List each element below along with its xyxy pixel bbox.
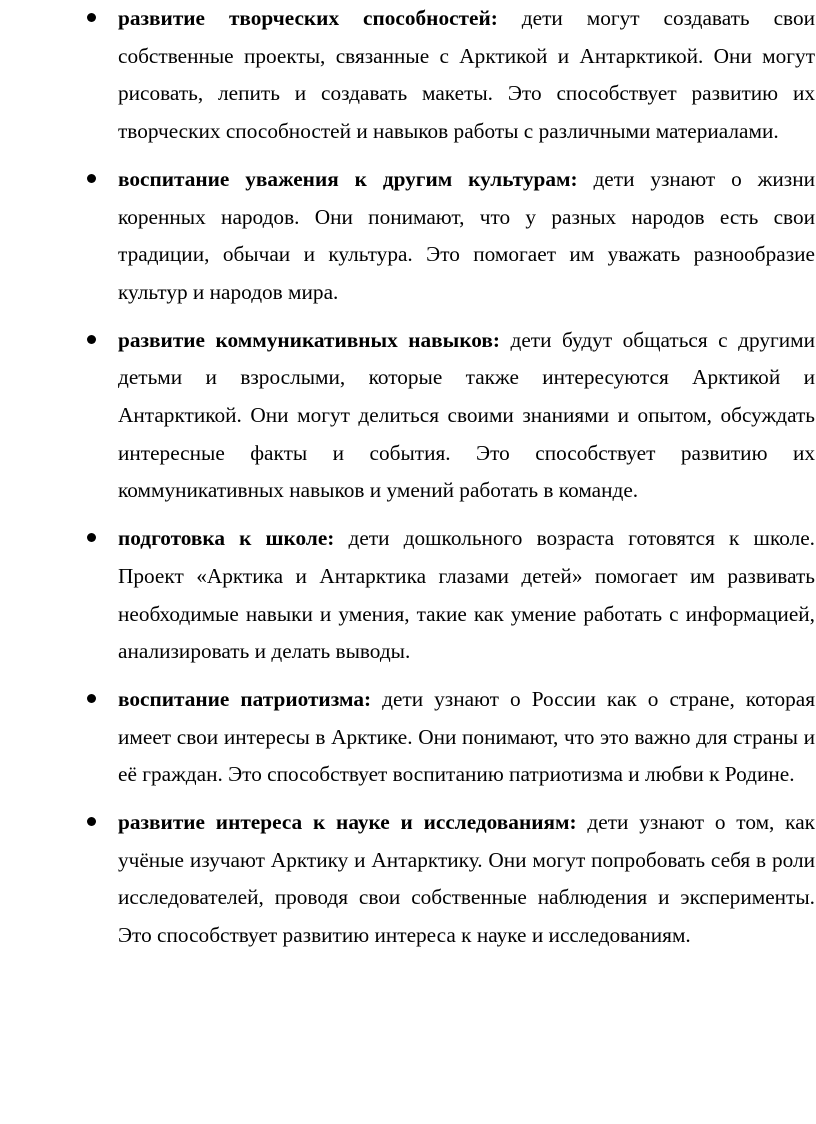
list-item (118, 520, 815, 671)
item-text: дети дошкольного возраста готовятся к школе. Проект «Арктика и Антарктика глазами детей» помогает им развивать необходимые навыки и умения, такие как умение работать с информацией, анализировать и делать выводы. (118, 526, 815, 664)
bullet-icon (87, 533, 96, 542)
item-term: подготовка к школе: (118, 526, 349, 551)
list-item (118, 681, 815, 794)
item-text: дети узнают о том, как учёные изучают Арктику и Антарктику. Они могут попробовать себя в роли исследователей, проводя свои собственные наблюдения и эксперименты. Это способствует развитию интереса к науке и исследованиям. (118, 810, 815, 948)
item-text: дети могут создавать свои собственные проекты, связанные с Арктикой и Антарктикой. Они могут рисовать, лепить и создавать макеты. Это способствует развитию их творческих способностей и навыков работы с различными материалами. (118, 6, 815, 144)
item-term: развитие коммуникативных навыков: (118, 327, 511, 352)
item-text: дети узнают о жизни коренных народов. Они понимают, что у разных народов есть свои традиции, обычаи и культура. Это помогает им уважать разнообразие культур и народов мира. (118, 166, 815, 304)
bullet-icon (87, 13, 96, 22)
item-term: развитие интереса к науке и исследованиям: (118, 810, 588, 835)
item-term: воспитание патриотизма: (118, 686, 383, 711)
list-item (118, 161, 815, 312)
list-item (118, 322, 815, 511)
bullet-list (118, 0, 815, 965)
item-text: дети узнают о России как о стране, которая имеет свои интересы в Арктике. Они понимают, что это важно для страны и её граждан. Это способствует воспитанию патриотизма и любви к Родине. (118, 686, 816, 787)
bullet-icon (87, 174, 96, 183)
bullet-icon (87, 817, 96, 826)
item-term: развитие творческих способностей: (118, 6, 522, 30)
item-text: дети будут общаться с другими детьми и взрослыми, которые также интересуются Арктикой и Антарктикой. Они могут делиться своими знаниями и опытом, обсуждать интересные факты и события. Это способствует развитию их коммуникативных навыков и умений работать в команде. (118, 327, 815, 503)
list-item (118, 804, 815, 955)
bullet-icon (87, 335, 96, 344)
list-item (118, 0, 815, 151)
item-term: воспитание уважения к другим культурам: (118, 166, 594, 191)
bullet-icon (87, 694, 96, 703)
